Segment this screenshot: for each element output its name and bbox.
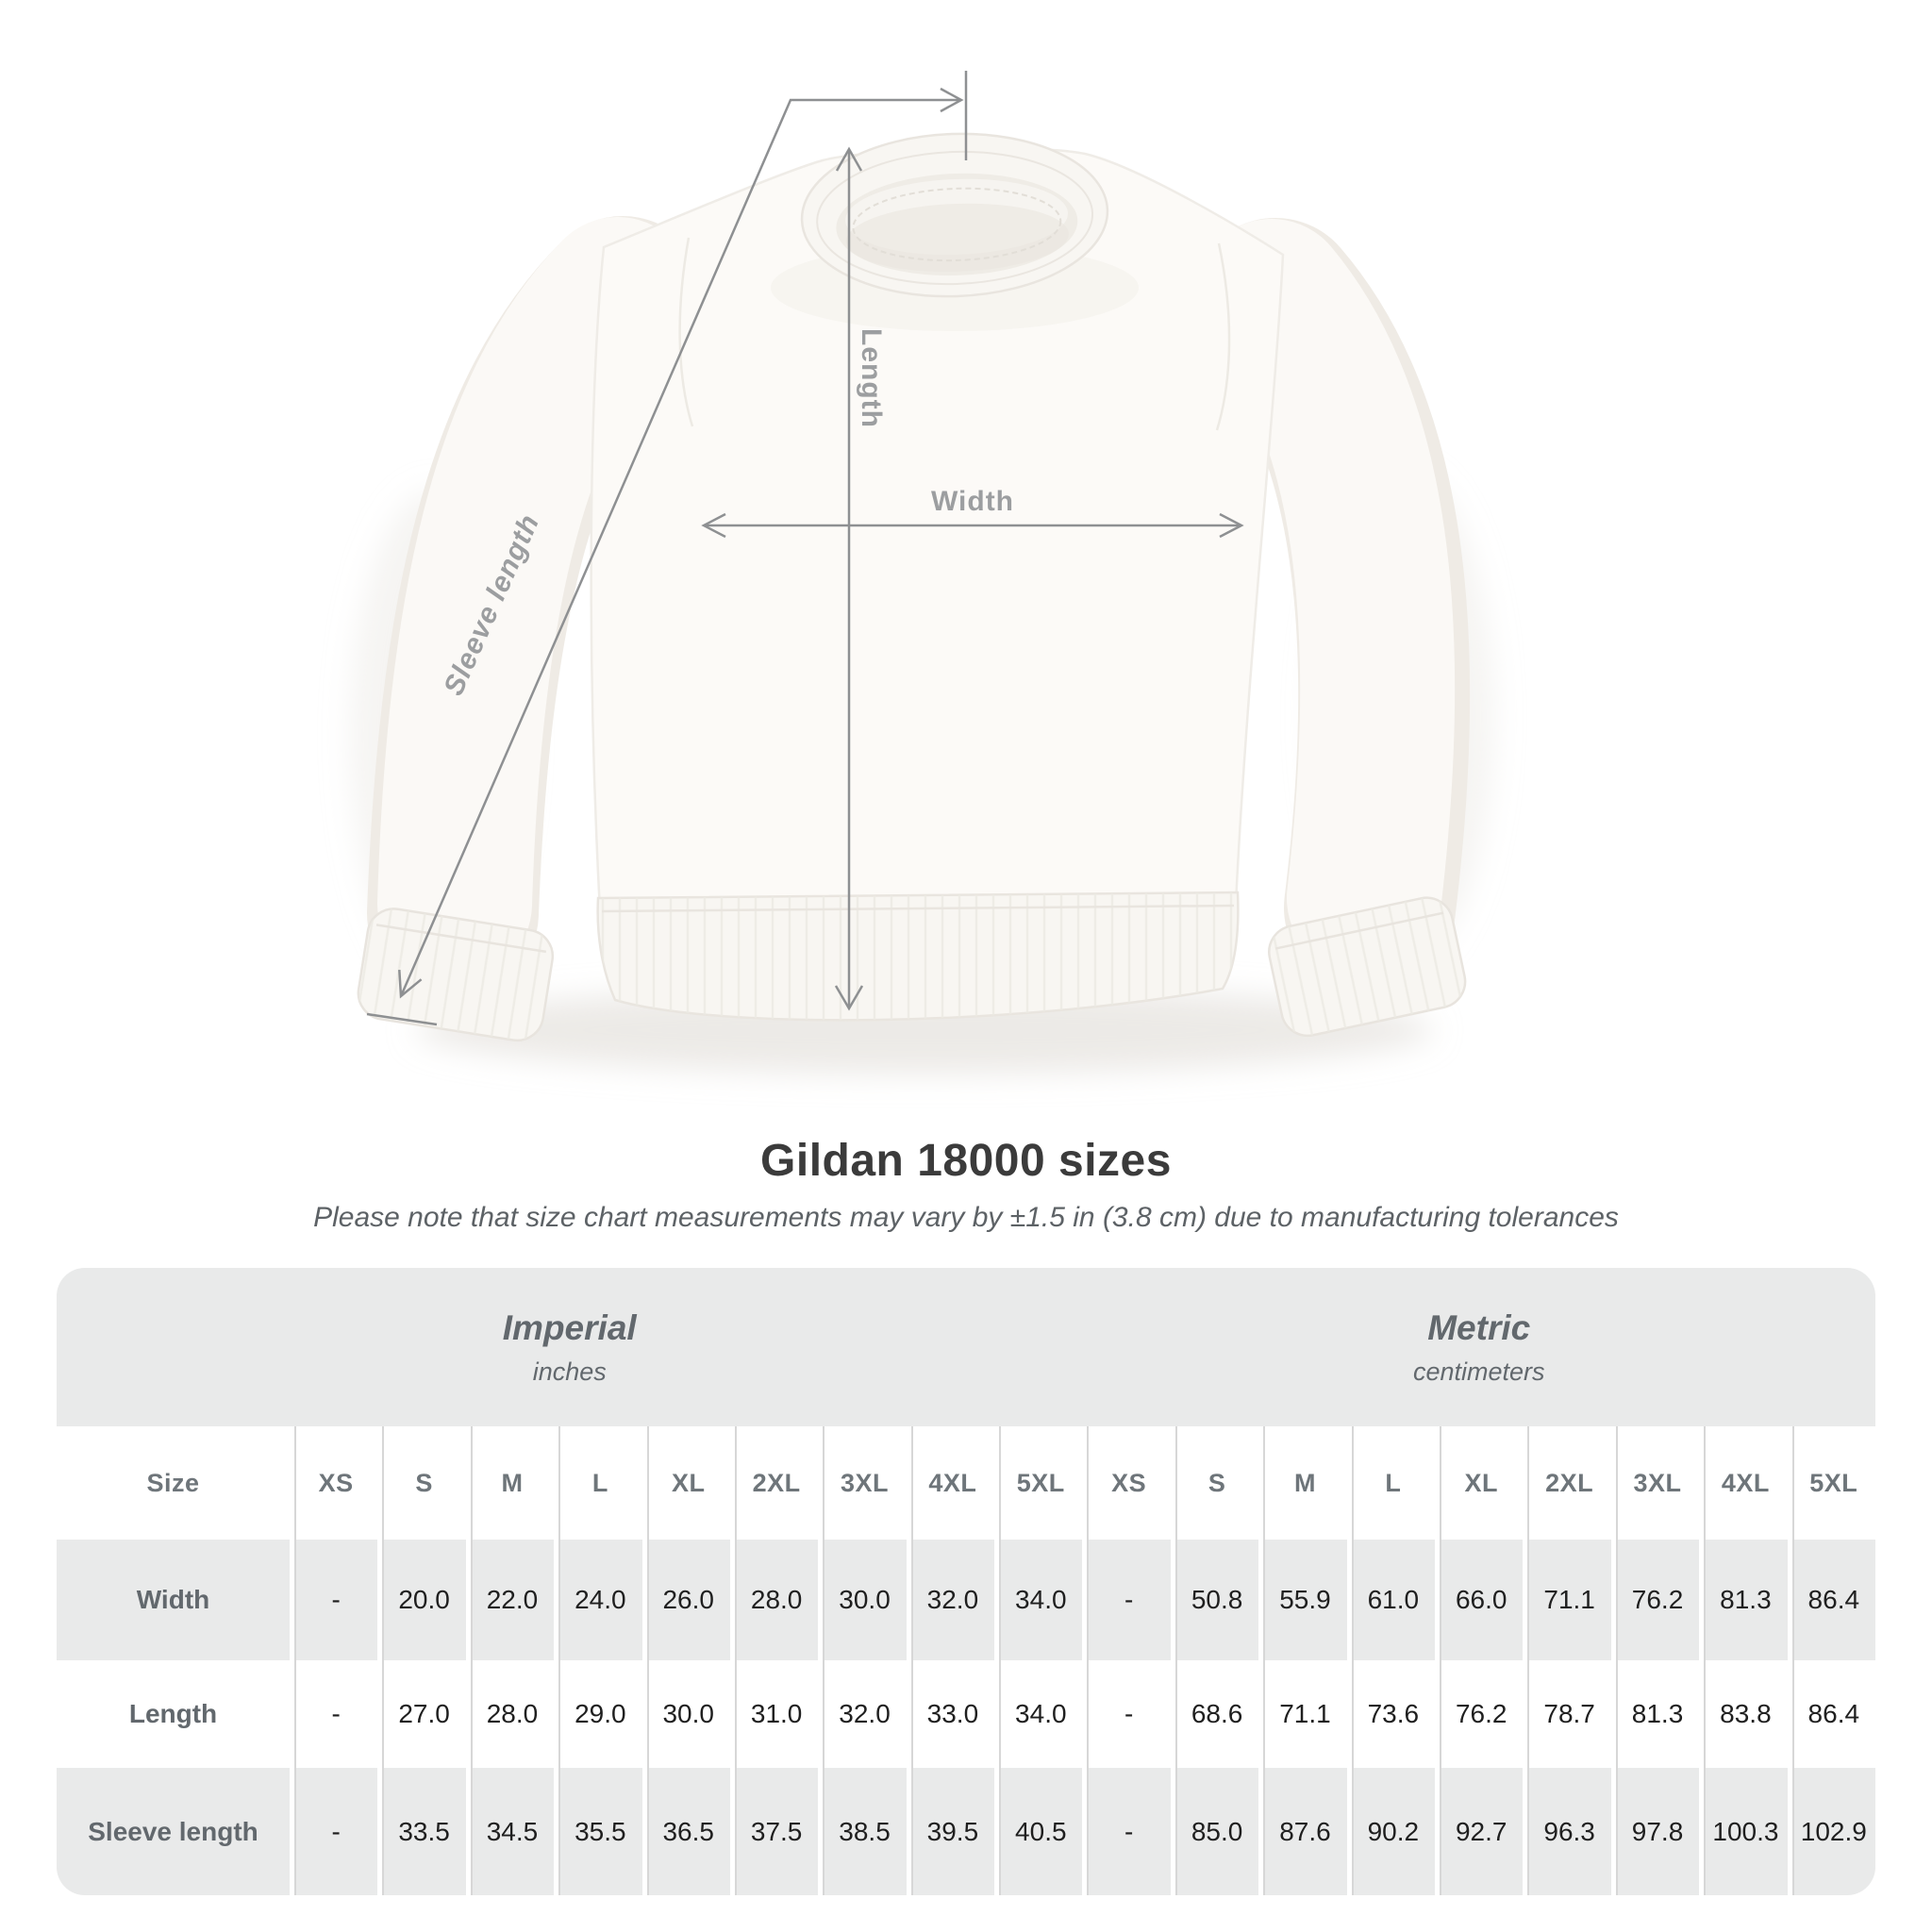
measurement-value-cell: 36.5 <box>642 1768 730 1895</box>
imperial-unit: inches <box>532 1357 607 1386</box>
measurement-value-cell: 78.7 <box>1523 1660 1610 1768</box>
imperial-label: Imperial <box>502 1307 637 1347</box>
measurement-value-cell: 73.6 <box>1347 1660 1435 1768</box>
measurement-value-cell: 28.0 <box>730 1540 818 1660</box>
row-label: Width <box>57 1540 290 1660</box>
row-label: Length <box>57 1660 290 1768</box>
measurement-value-cell: - <box>1082 1660 1170 1768</box>
size-header-cell: 3XL <box>818 1426 906 1540</box>
size-header-cell: M <box>1258 1426 1346 1540</box>
measurement-value-cell: 31.0 <box>730 1660 818 1768</box>
size-header-cell: XL <box>642 1426 730 1540</box>
size-header-cell: L <box>1347 1426 1435 1540</box>
sleeve-length-label: Sleeve length <box>438 509 546 701</box>
measurement-value-cell: 102.9 <box>1788 1768 1875 1895</box>
measurement-value-cell: 71.1 <box>1523 1540 1610 1660</box>
measurement-value-cell: 76.2 <box>1435 1660 1523 1768</box>
measurement-value-cell: 66.0 <box>1435 1540 1523 1660</box>
measurement-value-cell: 76.2 <box>1611 1540 1699 1660</box>
measurement-value-cell: - <box>1082 1540 1170 1660</box>
measurement-value-cell: 86.4 <box>1788 1540 1875 1660</box>
measurement-value-cell: 96.3 <box>1523 1768 1610 1895</box>
row-label: Sleeve length <box>57 1768 290 1895</box>
size-header-cell: 3XL <box>1611 1426 1699 1540</box>
size-header-cell: 2XL <box>1523 1426 1610 1540</box>
measurement-value-cell: 97.8 <box>1611 1768 1699 1895</box>
measurement-value-cell: 61.0 <box>1347 1540 1435 1660</box>
size-table <box>57 1268 1875 1895</box>
measurement-value-cell: 24.0 <box>554 1540 641 1660</box>
measurement-value-cell: 50.8 <box>1171 1540 1258 1660</box>
measurement-value-cell: - <box>290 1540 377 1660</box>
unit-group-metric <box>1082 1268 1875 1426</box>
size-header-cell: 5XL <box>1788 1426 1875 1540</box>
measurement-value-cell: 32.0 <box>907 1540 994 1660</box>
measurement-value-cell: 32.0 <box>818 1660 906 1768</box>
measurement-value-cell: 37.5 <box>730 1768 818 1895</box>
size-header-cell: 4XL <box>1699 1426 1787 1540</box>
size-header-cell: M <box>466 1426 554 1540</box>
measurement-value-cell: 38.5 <box>818 1768 906 1895</box>
measurement-value-cell: 86.4 <box>1788 1660 1875 1768</box>
measurement-value-cell: 30.0 <box>642 1660 730 1768</box>
length-label: Length <box>856 328 887 428</box>
size-header-cell: S <box>1171 1426 1258 1540</box>
measurement-value-cell: 68.6 <box>1171 1660 1258 1768</box>
measurement-value-cell: 29.0 <box>554 1660 641 1768</box>
measurement-value-cell: 30.0 <box>818 1540 906 1660</box>
measurement-value-cell: 40.5 <box>994 1768 1082 1895</box>
measurement-value-cell: 28.0 <box>466 1660 554 1768</box>
measurement-value-cell: 20.0 <box>377 1540 465 1660</box>
size-header-cell: XS <box>1082 1426 1170 1540</box>
page-title: Gildan 18000 sizes <box>760 1136 1172 1186</box>
measurement-value-cell: 33.5 <box>377 1768 465 1895</box>
measurement-value-cell: 81.3 <box>1699 1540 1787 1660</box>
metric-label: Metric <box>1427 1307 1531 1347</box>
measurement-value-cell: - <box>290 1768 377 1895</box>
measurement-value-cell: 100.3 <box>1699 1768 1787 1895</box>
title-block <box>0 1135 1932 1234</box>
size-header-cell: S <box>377 1426 465 1540</box>
measurement-value-cell: 92.7 <box>1435 1768 1523 1895</box>
size-header-cell: XS <box>290 1426 377 1540</box>
measurement-value-cell: 90.2 <box>1347 1768 1435 1895</box>
measurement-value-cell: 34.0 <box>994 1660 1082 1768</box>
measurement-value-cell: 34.5 <box>466 1768 554 1895</box>
measurement-value-cell: 26.0 <box>642 1540 730 1660</box>
size-header-cell: 4XL <box>907 1426 994 1540</box>
measurement-value-cell: 87.6 <box>1258 1768 1346 1895</box>
measurement-value-cell: 55.9 <box>1258 1540 1346 1660</box>
measurement-value-cell: 83.8 <box>1699 1660 1787 1768</box>
size-header-cell: XL <box>1435 1426 1523 1540</box>
tolerance-note: Please note that size chart measurements may vary by ±1.5 in (3.8 cm) due to manufacturing tolerances <box>313 1202 1619 1233</box>
measurement-value-cell: 85.0 <box>1171 1768 1258 1895</box>
unit-group-imperial <box>57 1268 1082 1426</box>
measurement-value-cell: 35.5 <box>554 1768 641 1895</box>
width-label: Width <box>930 486 1015 517</box>
size-header-cell: L <box>554 1426 641 1540</box>
size-column-header: Size <box>57 1426 290 1540</box>
measurement-value-cell: 22.0 <box>466 1540 554 1660</box>
measurement-value-cell: - <box>290 1660 377 1768</box>
hem-band <box>598 892 1239 1020</box>
size-header-cell: 2XL <box>730 1426 818 1540</box>
measurement-value-cell: 27.0 <box>377 1660 465 1768</box>
measurement-value-cell: 34.0 <box>994 1540 1082 1660</box>
measurement-value-cell: - <box>1082 1768 1170 1895</box>
measurement-value-cell: 81.3 <box>1611 1660 1699 1768</box>
size-header-cell: 5XL <box>994 1426 1082 1540</box>
measurement-value-cell: 39.5 <box>907 1768 994 1895</box>
metric-unit: centimeters <box>1412 1357 1545 1386</box>
measurement-value-cell: 33.0 <box>907 1660 994 1768</box>
measurement-value-cell: 71.1 <box>1258 1660 1346 1768</box>
